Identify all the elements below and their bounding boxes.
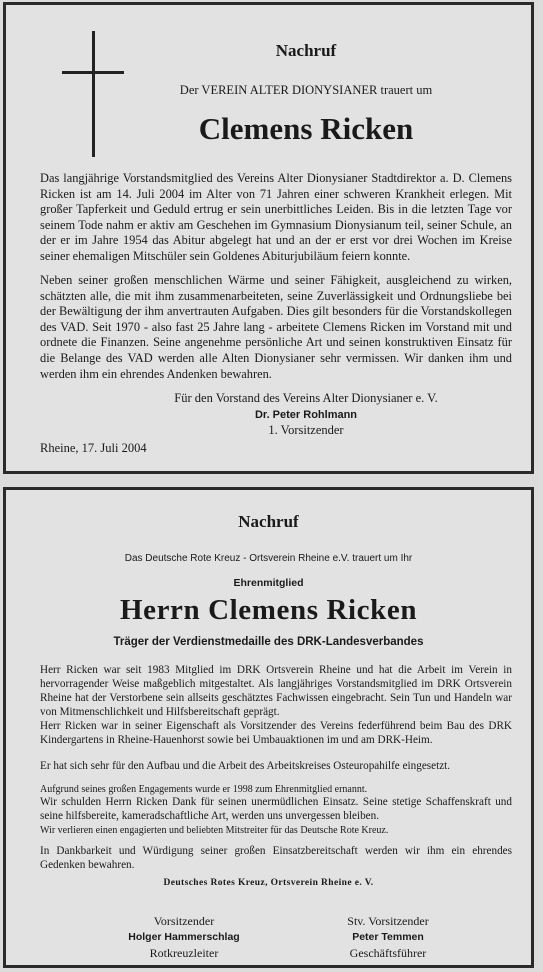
notice2-name: Herrn Clemens Ricken: [119, 594, 418, 626]
cross-icon-bar: [62, 71, 124, 74]
notice1-name: Clemens Ricken: [198, 111, 414, 146]
notice1-paragraph-1: Das langjährige Vorstandsmitglied des Vereins Alter Dionysianer Stadtdirektor a. D. Clemens Ricken ist am 14. Juli 2004 im Alter von 71 Jahren einer schweren Krankheit erlegen. Mit großer Tapferkeit und Geduld ertrug er sein unerbittliches Leiden. Bis in die letzten Tage vor seinem Tode nahm er aktiv am Geschehen im Gymnasium Dionysianum teil, seiner Schule, an der er im Jahre 1954 das Abitur abgelegt hat und an der er erst vor drei Wochen im Kreise seiner ehemaligen Mitschüler sein Goldenes Abiturjubiläum feiern konnte.: [40, 171, 512, 263]
notice2-award: Träger der Verdienstmedaille des DRK-Landesverbandes: [113, 636, 424, 648]
notice2-honor: Ehrenmitglied: [233, 577, 304, 589]
right-signer-title: Geschäftsführer: [349, 946, 427, 960]
notice1-signer-role: 1. Vorsitzender: [268, 423, 344, 437]
notice2-heading: Nachruf: [238, 512, 299, 531]
notice1-heading: Nachruf: [275, 41, 337, 60]
right-signer-name: Peter Temmen: [352, 931, 424, 943]
right-signer-role: Stv. Vorsitzender: [347, 914, 429, 928]
notice2-paragraph-5: In Dankbarkeit und Würdigung seiner großen Einsatzbereitschaft werden wir ihm ein ehrendes Gedenken bewahren.: [40, 845, 512, 871]
notice2-intro: Das Deutsche Rote Kreuz - Ortsverein Rheine e.V. trauert um Ihr: [124, 553, 413, 564]
notice2-paragraph-3: Er hat sich sehr für den Aufbau und die Arbeit des Arbeitskreises Osteuropahilfe eingesetzt.: [40, 760, 451, 772]
notice1-place-date: Rheine, 17. Juli 2004: [40, 441, 147, 455]
notice1-signer: Dr. Peter Rohlmann: [254, 409, 358, 421]
notice2-paragraph-1: Herr Ricken war seit 1983 Mitglied im DRK Ortsverein Rheine und hat die Arbeit im Verein in hervorragender Weise maßgeblich mitgestaltet. Als langjähriges Vorstandsmitglied im DRK Ortsverein Rheine hat der Verstorbene sein allseits geschätztes Fachwissen eingebracht. Sein Tun und Handeln war von Mitmenschlichkeit und Hilfsbereitschaft geprägt.: [40, 664, 512, 718]
notice1-intro: Der VEREIN ALTER DIONYSIANER trauert um: [179, 83, 433, 97]
left-signer-name: Holger Hammerschlag: [128, 931, 240, 943]
left-signer-title: Rotkreuzleiter: [149, 946, 219, 960]
notice2-paragraph-4b: Wir schulden Herrn Ricken Dank für seinen unermüdlichen Einsatz. Seine stetige Schaffenskraft und seine hilfsbereite, kameradschaftliche Art, werden uns unvergessen bleiben.: [40, 796, 512, 822]
notice2-paragraph-4a: Aufgrund seines großen Engagements wurde er 1998 zum Ehrenmitglied ernannt.: [40, 784, 368, 795]
notice2-paragraph-2: Herr Ricken war in seiner Eigenschaft als Vorsitzender des Vereins federführend beim Bau des DRK Kindergartens in Rheine-Hauenhorst sowie bei Umbauaktionen im und am DRK-Heim.: [40, 720, 512, 746]
obituary-drk: [3, 487, 534, 968]
notice1-for-board: Für den Vorstand des Vereins Alter Dionysianer e. V.: [174, 391, 438, 405]
notice2-paragraph-4c: Wir verlieren einen engagierten und beliebten Mitstreiter für das Deutsche Rote Kreuz.: [40, 825, 389, 836]
obituary-vad: [3, 2, 534, 474]
notice1-paragraph-2: Neben seiner großen menschlichen Wärme und seiner Fähigkeit, ausgleichend zu wirken, schätzten alle, die mit ihm zusammenarbeiteten, seine Zuverlässigkeit und Ordnungsliebe bei der Bewältigung der ihm anvertrauten Aufgaben. Dies gilt besonders für die Vorstandskollegen des VAD. Seit 1970 - also fast 25 Jahre lang - arbeitete Clemens Ricken im Vorstand mit und ordnete die Finanzen. Seine angenehme persönliche Art und seinen konstruktiven Einsatz für die Belange des VAD werden alle Alten Dionysianer sehr vermissen. Wir danken ihm und werden ihm ein ehrendes Andenken bewahren.: [40, 273, 512, 381]
left-signer-role: Vorsitzender: [153, 914, 215, 928]
notice2-org-line: Deutsches Rotes Kreuz, Ortsverein Rheine e. V.: [163, 878, 374, 888]
